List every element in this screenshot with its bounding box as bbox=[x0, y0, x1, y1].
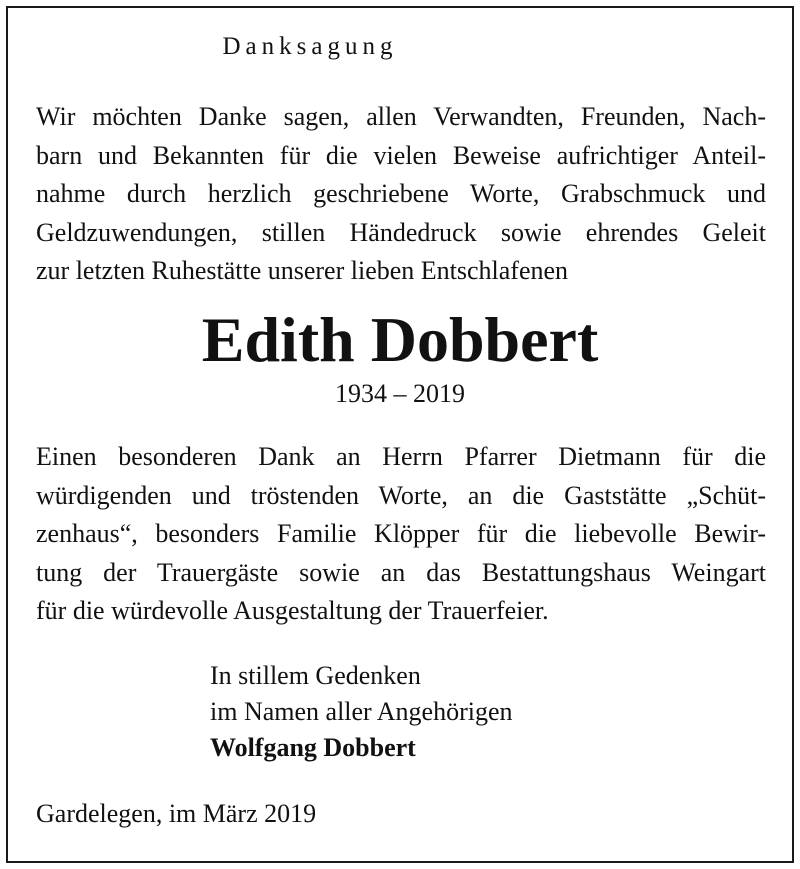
closing-block bbox=[210, 658, 513, 766]
deceased-name: Edith Dobbert bbox=[201, 304, 599, 375]
intro-line: Wir möchten Danke sagen, allen Verwandten, Freunden, Nach- bbox=[36, 102, 766, 131]
closing-line: im Namen aller Angehörigen bbox=[210, 697, 513, 726]
closing-line: In stillem Gedenken bbox=[210, 661, 421, 690]
thanks-line: für die würdevolle Ausgestaltung der Trauerfeier. bbox=[36, 596, 549, 625]
intro-line: nahme durch herzlich geschriebene Worte, Grabschmuck und bbox=[36, 179, 766, 208]
intro-line: barn und Bekannten für die vielen Beweise aufrichtiger Anteil- bbox=[36, 140, 766, 170]
intro-line: Geldzuwendungen, stillen Händedruck sowie ehrendes Geleit bbox=[36, 217, 766, 247]
thanks-line: Einen besonderen Dank an Herrn Pfarrer Dietmann für die bbox=[36, 442, 766, 471]
thanks-paragraph bbox=[36, 438, 766, 631]
thanks-line: würdigenden und tröstenden Worte, an die Gaststätte „Schüt- bbox=[36, 480, 766, 510]
place-and-date: Gardelegen, im März 2019 bbox=[36, 799, 317, 828]
intro-paragraph bbox=[36, 98, 766, 291]
life-dates: 1934 – 2019 bbox=[335, 379, 465, 408]
thanks-line: zenhaus“, besonders Familie Klöpper für die liebevolle Bewir- bbox=[36, 519, 766, 548]
intro-line: zur letzten Ruhestätte unserer lieben Entschlafenen bbox=[36, 256, 569, 285]
thanks-line: tung der Trauergäste sowie an das Bestattungshaus Weingart bbox=[36, 557, 766, 587]
notice-heading: Danksagung bbox=[222, 33, 398, 60]
signer-name: Wolfgang Dobbert bbox=[210, 733, 416, 762]
